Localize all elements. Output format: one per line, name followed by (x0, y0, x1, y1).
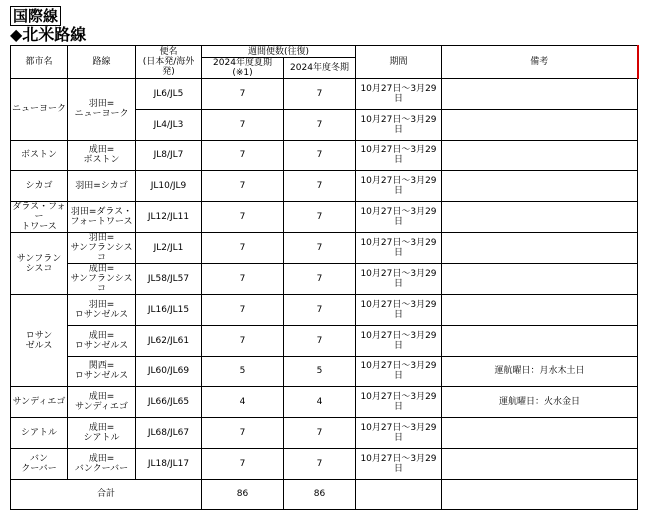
cell-route: 成田= ボストン (68, 140, 136, 171)
cell-city: サンフラン シスコ (11, 233, 68, 295)
cell-remarks (442, 295, 638, 326)
cell-remarks (442, 264, 638, 295)
cell-city: ダラス・フォー トワース (12, 202, 66, 232)
table-row (11, 387, 638, 418)
cell-route: 羽田= ロサンゼルス (68, 295, 136, 326)
cell-winter-count: 7 (284, 418, 356, 449)
cell-flight: JL62/JL61 (136, 325, 202, 356)
table-row (11, 264, 638, 295)
table-row (11, 418, 638, 449)
cell-summer-count: 7 (202, 79, 284, 110)
header-remarks: 備考 (442, 46, 638, 79)
cell-summer-count: 7 (202, 171, 284, 202)
total-label: 合計 (11, 479, 202, 509)
cell-flight: JL12/JL11 (136, 202, 202, 233)
cell-remarks: 運航曜日：火水金日 (442, 387, 638, 418)
cell-route: 成田= ロサンゼルス (68, 325, 136, 356)
cell-winter-count: 4 (284, 387, 356, 418)
cell-route: 羽田=シカゴ (68, 171, 136, 202)
header-flight-sub: (日本発/海外発) (142, 57, 195, 77)
cell-route: 関西= ロサンゼルス (68, 356, 136, 387)
cell-route: 羽田=ダラス・ フォートワース (68, 202, 136, 233)
cell-remarks (442, 109, 638, 140)
cell-period: 10月27日～3月29日 (356, 356, 442, 387)
cell-period: 10月27日～3月29日 (356, 202, 442, 233)
cell-period: 10月27日～3月29日 (356, 295, 442, 326)
cell-remarks (442, 325, 638, 356)
table-row (11, 202, 638, 233)
cell-city: ロサン ゼルス (11, 295, 68, 387)
header-route: 路線 (68, 46, 136, 79)
cell-period: 10月27日～3月29日 (356, 448, 442, 479)
header-flight-label: 便名 (159, 47, 178, 57)
cell-flight: JL2/JL1 (136, 233, 202, 264)
cell-flight: JL66/JL65 (136, 387, 202, 418)
header-period: 期間 (356, 46, 442, 79)
header-summer: 2024年度夏期(※1) (202, 58, 284, 79)
cell-route: 成田= バンクーバー (68, 448, 136, 479)
table-row (11, 356, 638, 387)
header-city: 都市名 (11, 46, 68, 79)
cell-flight: JL8/JL7 (136, 140, 202, 171)
cell-winter-count: 7 (284, 171, 356, 202)
cell-remarks (442, 79, 638, 110)
header-winter: 2024年度冬期 (284, 58, 356, 79)
table-row (11, 171, 638, 202)
table-row (11, 140, 638, 171)
cell-winter-count: 7 (284, 109, 356, 140)
cell-remarks (442, 140, 638, 171)
table-header (11, 46, 638, 79)
cell-remarks (442, 171, 638, 202)
cell-winter-count: 7 (284, 264, 356, 295)
cell-route: 羽田= サンフランシスコ (68, 233, 136, 264)
table-body (11, 79, 638, 480)
cell-flight: JL10/JL9 (136, 171, 202, 202)
header-row (11, 46, 638, 58)
cell-city: ボストン (11, 140, 68, 171)
cell-winter-count: 7 (284, 295, 356, 326)
cell-winter-count: 7 (284, 79, 356, 110)
cell-period: 10月27日～3月29日 (356, 418, 442, 449)
cell-period: 10月27日～3月29日 (356, 325, 442, 356)
cell-remarks (442, 233, 638, 264)
table-row (11, 325, 638, 356)
cell-summer-count: 4 (202, 387, 284, 418)
total-summer-count: 86 (202, 479, 284, 509)
table-row (11, 233, 638, 264)
cell-summer-count: 5 (202, 356, 284, 387)
cell-summer-count: 7 (202, 233, 284, 264)
cell-winter-count: 7 (284, 202, 356, 233)
table-row (11, 295, 638, 326)
cell-city: シアトル (11, 418, 68, 449)
cell-winter-count: 7 (284, 448, 356, 479)
cell-winter-count: 7 (284, 325, 356, 356)
cell-route: 成田= シアトル (68, 418, 136, 449)
cell-flight: JL6/JL5 (136, 79, 202, 110)
cell-summer-count: 7 (202, 325, 284, 356)
total-winter-count: 86 (284, 479, 356, 509)
cell-route: 羽田= ニューヨーク (68, 79, 136, 141)
cell-period: 10月27日～3月29日 (356, 109, 442, 140)
north-america-routes-table (10, 45, 639, 510)
cell-period: 10月27日～3月29日 (356, 233, 442, 264)
page-title: 国際線 (10, 6, 61, 26)
cell-flight: JL68/JL67 (136, 418, 202, 449)
cell-winter-count: 7 (284, 233, 356, 264)
cell-winter-count: 7 (284, 140, 356, 171)
cell-flight: JL58/JL57 (136, 264, 202, 295)
cell-period: 10月27日～3月29日 (356, 171, 442, 202)
cell-period: 10月27日～3月29日 (356, 264, 442, 295)
cell-route: 成田= サンディエゴ (68, 387, 136, 418)
cell-winter-count: 5 (284, 356, 356, 387)
cell-remarks (442, 418, 638, 449)
cell-summer-count: 7 (202, 418, 284, 449)
cell-remarks (442, 448, 638, 479)
cell-remarks: 運航曜日：月水木土日 (442, 356, 638, 387)
section-title: ◆北米路線 (10, 25, 87, 44)
cell-city: ニューヨーク (11, 79, 68, 141)
table-row (11, 448, 638, 479)
table-row (11, 79, 638, 110)
cell-summer-count: 7 (202, 140, 284, 171)
cell-flight: JL4/JL3 (136, 109, 202, 140)
cell-remarks (442, 202, 638, 233)
cell-city: シカゴ (11, 171, 68, 202)
cell-summer-count: 7 (202, 448, 284, 479)
cell-route: 成田= サンフランシスコ (68, 264, 136, 295)
cell-period: 10月27日～3月29日 (356, 387, 442, 418)
cell-summer-count: 7 (202, 109, 284, 140)
cell-summer-count: 7 (202, 264, 284, 295)
cell-city: サンディエゴ (11, 387, 68, 418)
cell-flight: JL18/JL17 (136, 448, 202, 479)
cell-period: 10月27日～3月29日 (356, 79, 442, 110)
cell-summer-count: 7 (202, 202, 284, 233)
cell-flight: JL16/JL15 (136, 295, 202, 326)
header-flight (136, 46, 202, 79)
cell-period: 10月27日～3月29日 (356, 140, 442, 171)
cell-city: バン クーバー (11, 448, 68, 479)
cell-summer-count: 7 (202, 295, 284, 326)
header-weekly: 週間便数(往復) (202, 46, 356, 58)
cell-flight: JL60/JL69 (136, 356, 202, 387)
